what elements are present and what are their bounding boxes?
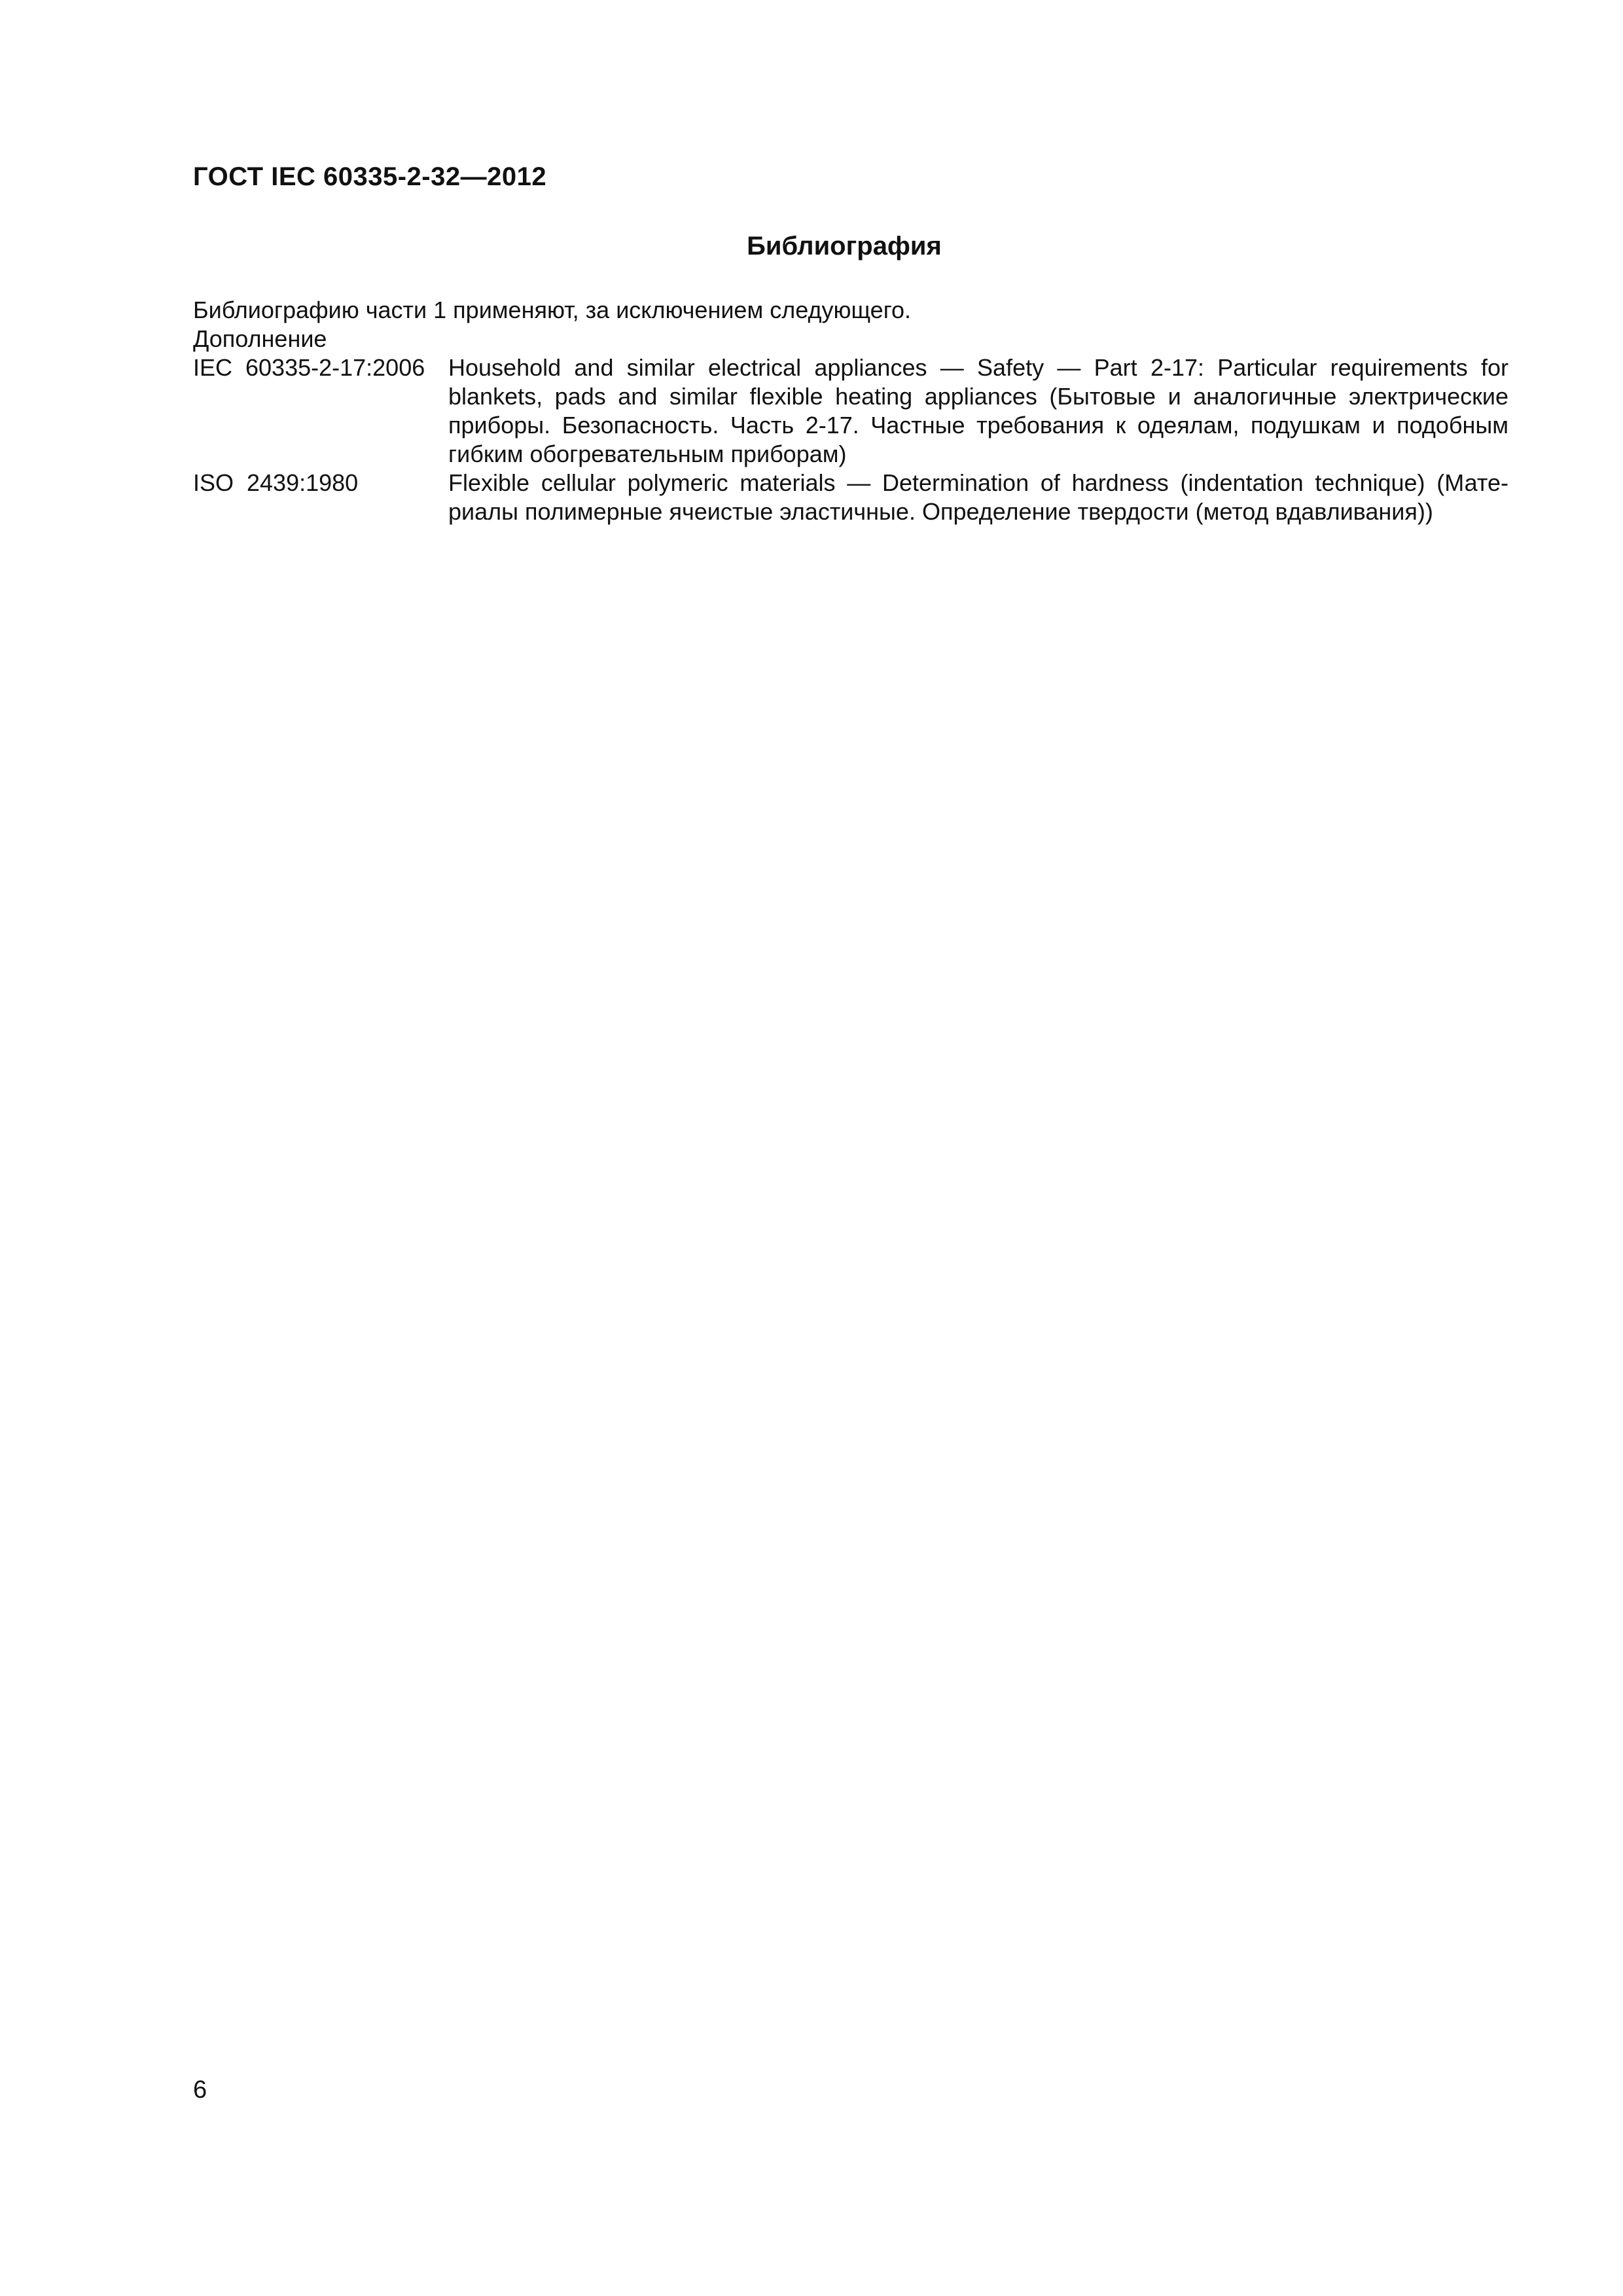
section-title: Библиография: [747, 232, 942, 260]
reference-text: Flexible cellular polymeric materials — Determination of hardness (indentation technique) (Мате-риалы полимерные ячеистые эластичные. Определение твердости (метод вдавливания)): [448, 469, 1508, 525]
reference-code: IEC 60335-2-17:2006: [193, 354, 425, 381]
reference-list: [193, 353, 1508, 526]
reference-item: [193, 353, 1508, 469]
intro-text: Библиографию части 1 применяют, за исключением следующего.: [193, 296, 912, 323]
reference-code: ISO 2439:1980: [193, 469, 359, 496]
addition-label: Дополнение: [193, 325, 327, 352]
reference-item: [193, 469, 1508, 526]
document-code: ГОСТ IEC 60335-2-32—2012: [193, 162, 547, 191]
page-number: 6: [193, 2076, 207, 2104]
reference-text: Household and similar electrical appliances — Safety — Part 2-17: Particular requirements for blankets, pads and similar flexible heating appliances (Бытовые и аналогичные электрические приборы. Безопасность. Часть 2-17. Частные требования к одеялам, подушкам и подобным гибким обогревательным приборам): [448, 354, 1508, 467]
